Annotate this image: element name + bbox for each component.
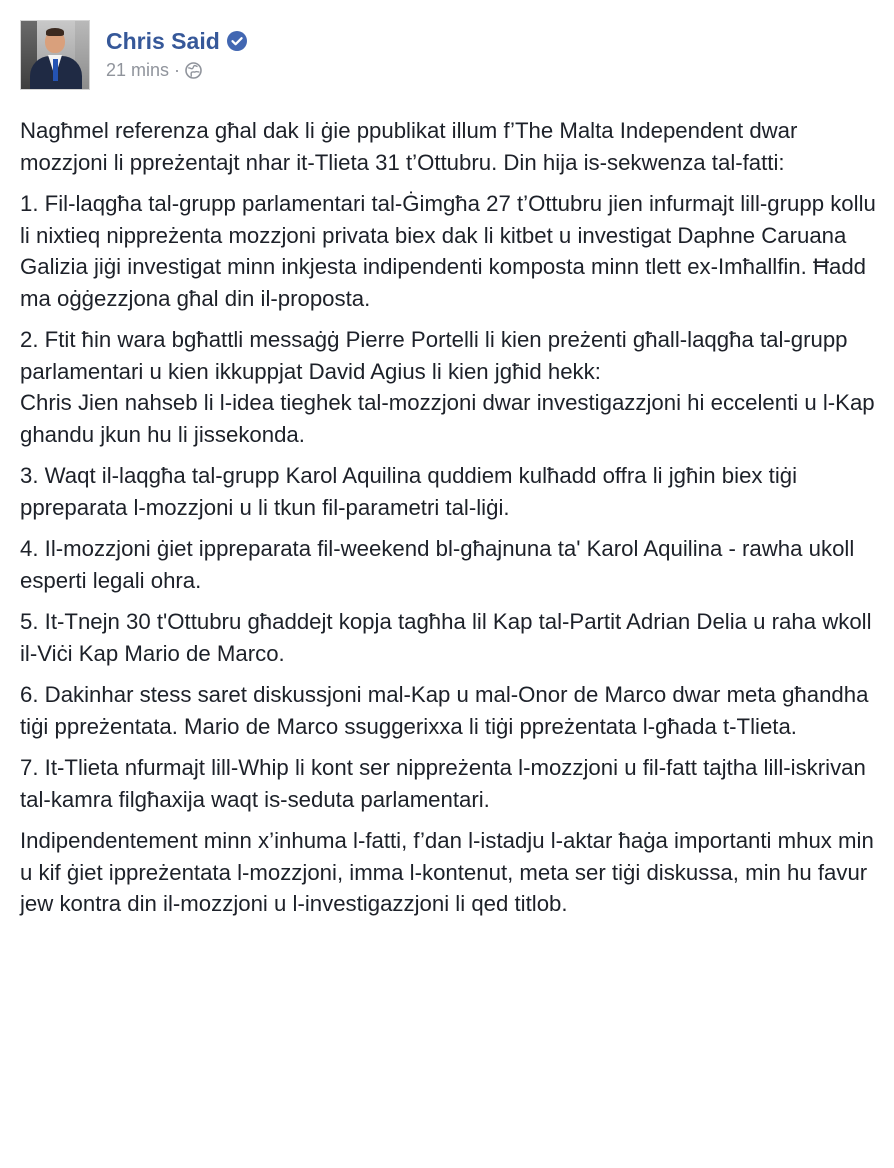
post-timestamp-link[interactable]: 21 mins [106,60,170,80]
author-avatar[interactable] [20,20,90,90]
avatar-hair [46,28,64,36]
meta-separator: · [174,60,181,80]
post-paragraph-intro: Nagħmel referenza għal dak li ġie ppublikat illum f’The Malta Independent dwar mozzjoni li ppreżentajt nhar it-Tlieta 31 t’Ottubru. Din hija is-sekwenza tal-fatti: [20,118,798,175]
post-header-text [106,20,247,81]
post-paragraph-6: 6. Dakinhar stess saret diskussjoni mal-Kap u mal-Onor de Marco dwar meta għandha tiġi ppreżentata. Mario de Marco ssuggerixxa li tiġi ppreżentata l-għada t-Tlieta. [20,682,869,739]
post-paragraph-4: 4. Il-mozzjoni ġiet ippreparata fil-weekend bl-għajnuna ta' Karol Aquilina - rawha ukoll esperti legali ohra. [20,536,855,593]
post-paragraph-1: 1. Fil-laqgħa tal-grupp parlamentari tal-Ġimgħa 27 t’Ottubru jien infurmajt lill-grupp kollu li nixtieq nippreżenta mozzjoni privata biex dak li kitbet u investigat Daphne Caruana Galizia jiġi investigat minn inkjesta indipendenti komposta minn tlett ex-Imħallfin. Ħadd ma oġġezzjona għal din il-proposta. [20,191,876,311]
author-name-link[interactable]: Chris Said [106,27,220,54]
post-paragraph-3: 3. Waqt il-laqgħa tal-grupp Karol Aquilina quddiem kulħadd offra li jgħin biex tiġi ppreparata l-mozzjoni u li tkun fil-parametri tal-liġi. [20,463,798,520]
post-paragraph-7: 7. It-Tlieta nfurmajt lill-Whip li kont ser nippreżenta l-mozzjoni u fil-fatt tajtha lill-iskrivan tal-kamra filgħaxija waqt is-seduta parlamentari. [20,755,866,812]
post-paragraph-conclusion: Indipendentement minn x’inhuma l-fatti, f’dan l-istadju l-aktar ħaġa importanti mhux min u kif ġiet ippreżentata l-mozzjoni, imma l-kontenut, meta ser tiġi diskussa, min hu favur jew kontra din il-mozzjoni u l-investigazzjoni li qed titlob. [20,828,874,916]
post-header [20,20,247,94]
avatar-tie [53,59,58,81]
post-body [20,115,880,930]
post-paragraph-5: 5. It-Tnejn 30 t'Ottubru għaddejt kopja tagħha lil Kap tal-Partit Adrian Delia u raha wkoll il-Viċi Kap Mario de Marco. [20,609,872,666]
post-meta [106,60,247,81]
globe-icon[interactable] [185,62,202,79]
author-row [106,26,247,56]
post-paragraph-2: 2. Ftit ħin wara bgħattli messaġġ Pierre Portelli li kien preżenti għall-laqgħa tal-grupp parlamentari u kien ikkuppjat David Agius li kien jgħid hekk: Chris Jien nahseb li l-idea tieghek tal-mozzjoni dwar investigazzjoni hi eccelenti u l-Kap ghandu jkun hu li jissekonda. [20,327,875,447]
verified-badge-icon [227,31,247,51]
